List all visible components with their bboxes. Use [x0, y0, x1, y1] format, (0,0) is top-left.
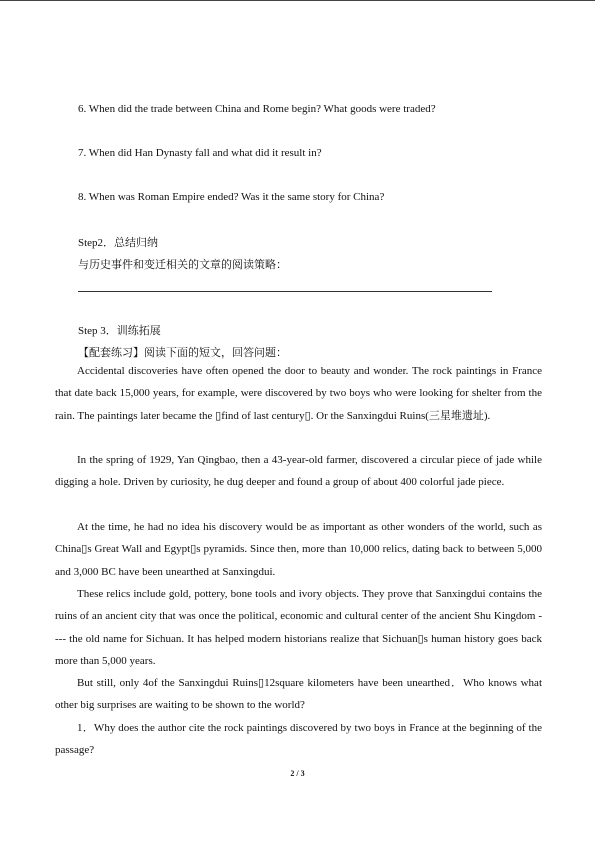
- step2-title: Step2．总结归纳: [78, 237, 159, 249]
- step2-prompt: 与历史事件和变迁相关的文章的阅读策略：: [78, 259, 287, 271]
- page-number: 2 / 3: [290, 769, 305, 778]
- question-8: 8. When was Roman Empire ended? Was it the same story for China?: [78, 191, 385, 203]
- header-rule: [0, 0, 595, 1]
- question-6: 6. When did the trade between China and Rome begin? What goods were traded?: [78, 103, 436, 115]
- answer-blank-line: [78, 291, 492, 292]
- question-1: 1．Why does the author cite the rock paintings discovered by two boys in France at the beginning of the passage?: [55, 722, 542, 757]
- passage-paragraph-4: These relics include gold, pottery, bone tools and ivory objects. They prove that Sanxingdui contains the ruins of an ancient city that was once the political, economic and cultural center of the ancient Shu Kingdom ---- the old name for Sichuan. It has helped modern historians realize that Sichuan▯s human history goes back more than 5,000 years.: [55, 588, 542, 668]
- step3-title: Step 3．训练拓展: [78, 325, 161, 337]
- passage-paragraph-3: At the time, he had no idea his discovery would be as important as other wonders of the world, such as China▯s Great Wall and Egypt▯s pyramids. Since then, more than 10,000 relics, dating back to between 5,000 and 3,000 BC have been unearthed at Sanxingdui.: [55, 521, 542, 578]
- passage-paragraph-1: Accidental discoveries have often opened the door to beauty and wonder. The rock paintings in France that date back 15,000 years, for example, were discovered by two boys who were looking for shelter from the rain. The paintings later became the ▯find of last century▯. Or the Sanxingdui Ruins(三星堆遗址).: [55, 365, 542, 422]
- exercise-heading: 【配套练习】阅读下面的短文，回答问题：: [78, 347, 287, 359]
- passage-paragraph-2: In the spring of 1929, Yan Qingbao, then a 43-year-old farmer, discovered a circular piece of jade while digging a hole. Driven by curiosity, he dug deeper and found a group of about 400 colorful jade piece.: [55, 454, 542, 489]
- question-7: 7. When did Han Dynasty fall and what did it result in?: [78, 147, 322, 159]
- passage-paragraph-5: But still, only 4of the Sanxingdui Ruins▯12square kilometers have been unearthed．Who knows what other big surprises are waiting to be shown to the world?: [55, 677, 542, 712]
